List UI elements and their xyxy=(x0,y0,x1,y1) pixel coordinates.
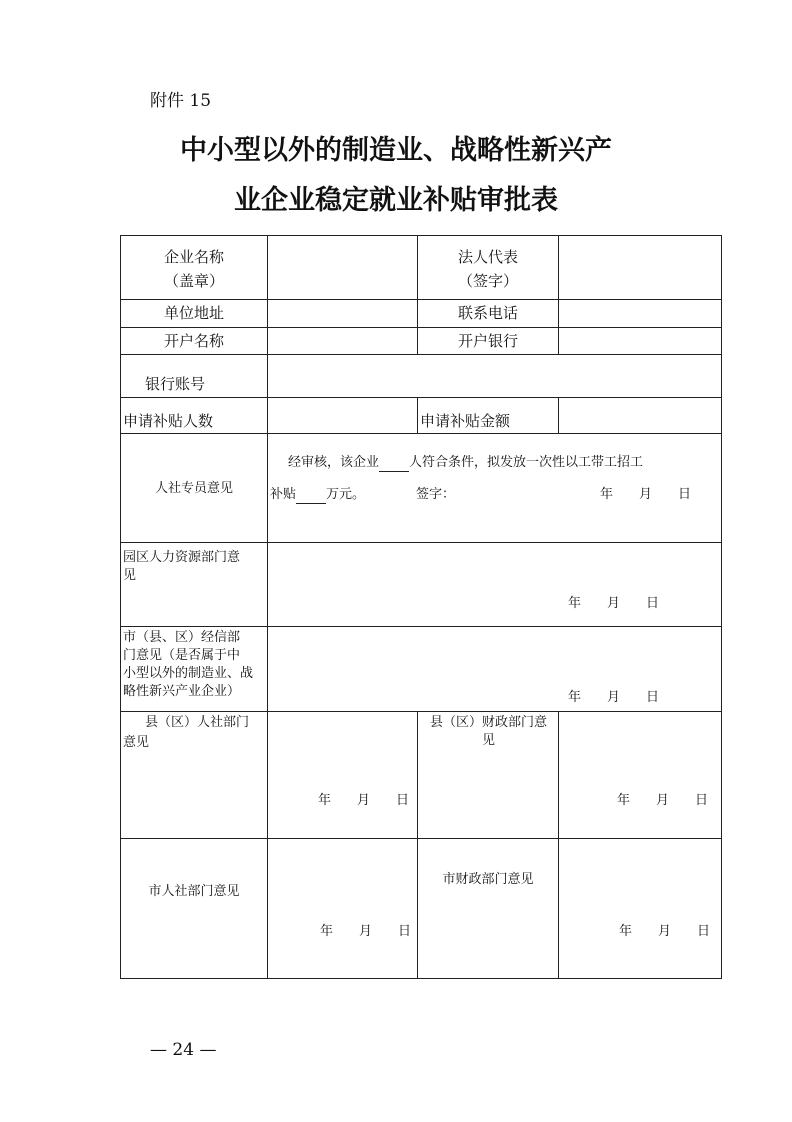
text-segment-a: 经审核，该企业 xyxy=(288,455,380,470)
bank-label: 开户银行 xyxy=(457,332,518,350)
amount-blank[interactable] xyxy=(296,489,326,504)
hr-officer-label: 人社专员意见 xyxy=(154,481,233,496)
stamp-label: （盖章） xyxy=(163,272,224,290)
page-number: — 24 — xyxy=(150,1040,217,1060)
park-hr-opinion[interactable] xyxy=(267,542,722,627)
apply-count-field[interactable] xyxy=(267,397,418,434)
park-hr-date: 年 月 日 xyxy=(568,596,660,611)
approval-form xyxy=(120,235,722,979)
park-hr-label-cell xyxy=(120,542,268,627)
text-segment-c: 补贴 xyxy=(270,487,297,502)
econ-dept-line1: 市（县、区）经信部 xyxy=(123,630,241,645)
apply-amount-label-cell xyxy=(417,397,559,434)
county-finance-label-cell xyxy=(417,711,559,839)
hr-officer-date: 年 月 日 xyxy=(600,487,692,502)
econ-dept-label-cell xyxy=(120,626,268,712)
apply-amount-label: 申请补贴金额 xyxy=(420,412,511,430)
company-name-label-cell xyxy=(120,235,268,300)
legal-rep-label: 法人代表 xyxy=(457,248,518,266)
city-finance-label: 市财政部门意见 xyxy=(442,872,534,887)
econ-dept-date: 年 月 日 xyxy=(568,690,660,705)
hr-officer-sign-label: 签字： xyxy=(416,487,456,502)
park-hr-label-line2: 见 xyxy=(123,568,137,583)
address-field[interactable] xyxy=(267,299,418,328)
phone-label: 联系电话 xyxy=(457,304,518,322)
county-finance-line1: 县（区）财政部门意 xyxy=(430,715,548,730)
text-segment-b: 人符合条件，拟发放一次性以工带工招工 xyxy=(409,455,644,470)
county-finance-line2: 见 xyxy=(482,733,496,748)
account-name-label: 开户名称 xyxy=(163,332,224,350)
county-finance-date: 年 月 日 xyxy=(617,793,709,808)
account-name-label-cell xyxy=(120,327,268,355)
hr-officer-label-cell xyxy=(120,433,268,543)
company-name-label: 企业名称 xyxy=(163,248,224,266)
phone-label-cell xyxy=(417,299,559,328)
legal-rep-field[interactable] xyxy=(558,235,722,300)
sign-label: （签字） xyxy=(457,272,518,290)
park-hr-label-line1: 园区人力资源部门意 xyxy=(123,550,241,565)
text-segment-d: 万元。 xyxy=(326,487,366,502)
bank-field[interactable] xyxy=(558,327,722,355)
econ-dept-line4: 略性新兴产业企业） xyxy=(123,684,241,699)
company-name-field[interactable] xyxy=(267,235,418,300)
account-no-label-cell xyxy=(120,354,268,398)
hr-officer-opinion[interactable] xyxy=(267,433,722,543)
econ-dept-line3: 小型以外的制造业、战 xyxy=(123,666,254,681)
account-name-field[interactable] xyxy=(267,327,418,355)
apply-amount-field[interactable] xyxy=(558,397,722,434)
city-hr-date: 年 月 日 xyxy=(320,924,412,939)
count-blank[interactable] xyxy=(379,457,409,472)
city-finance-date: 年 月 日 xyxy=(619,924,711,939)
apply-count-label: 申请补贴人数 xyxy=(123,412,214,430)
address-label: 单位地址 xyxy=(163,304,224,322)
county-hr-label-cell xyxy=(120,711,268,839)
econ-dept-opinion[interactable] xyxy=(267,626,722,712)
apply-count-label-cell xyxy=(120,397,268,434)
title-line-2: 业企业稳定就业补贴审批表 xyxy=(234,185,558,216)
address-label-cell xyxy=(120,299,268,328)
account-no-label: 银行账号 xyxy=(145,375,206,393)
city-finance-opinion[interactable] xyxy=(558,838,722,979)
city-hr-opinion[interactable] xyxy=(267,838,418,979)
county-hr-line2: 意见 xyxy=(123,735,150,750)
title-line-1: 中小型以外的制造业、战略性新兴产 xyxy=(180,135,612,166)
county-hr-date: 年 月 日 xyxy=(318,793,410,808)
bank-label-cell xyxy=(417,327,559,355)
county-finance-opinion[interactable] xyxy=(558,711,722,839)
city-hr-label: 市人社部门意见 xyxy=(148,884,240,899)
hr-officer-text-line1 xyxy=(288,454,643,472)
attachment-label: 附件 15 xyxy=(150,91,212,111)
legal-rep-label-cell xyxy=(417,235,559,300)
account-no-field[interactable] xyxy=(267,354,722,398)
hr-officer-text-line2 xyxy=(270,486,365,504)
city-finance-label-cell xyxy=(417,838,559,979)
county-hr-line1: 县（区）人社部门 xyxy=(145,715,250,730)
city-hr-label-cell xyxy=(120,838,268,979)
econ-dept-line2: 门意见（是否属于中 xyxy=(123,648,241,663)
county-hr-opinion[interactable] xyxy=(267,711,418,839)
phone-field[interactable] xyxy=(558,299,722,328)
